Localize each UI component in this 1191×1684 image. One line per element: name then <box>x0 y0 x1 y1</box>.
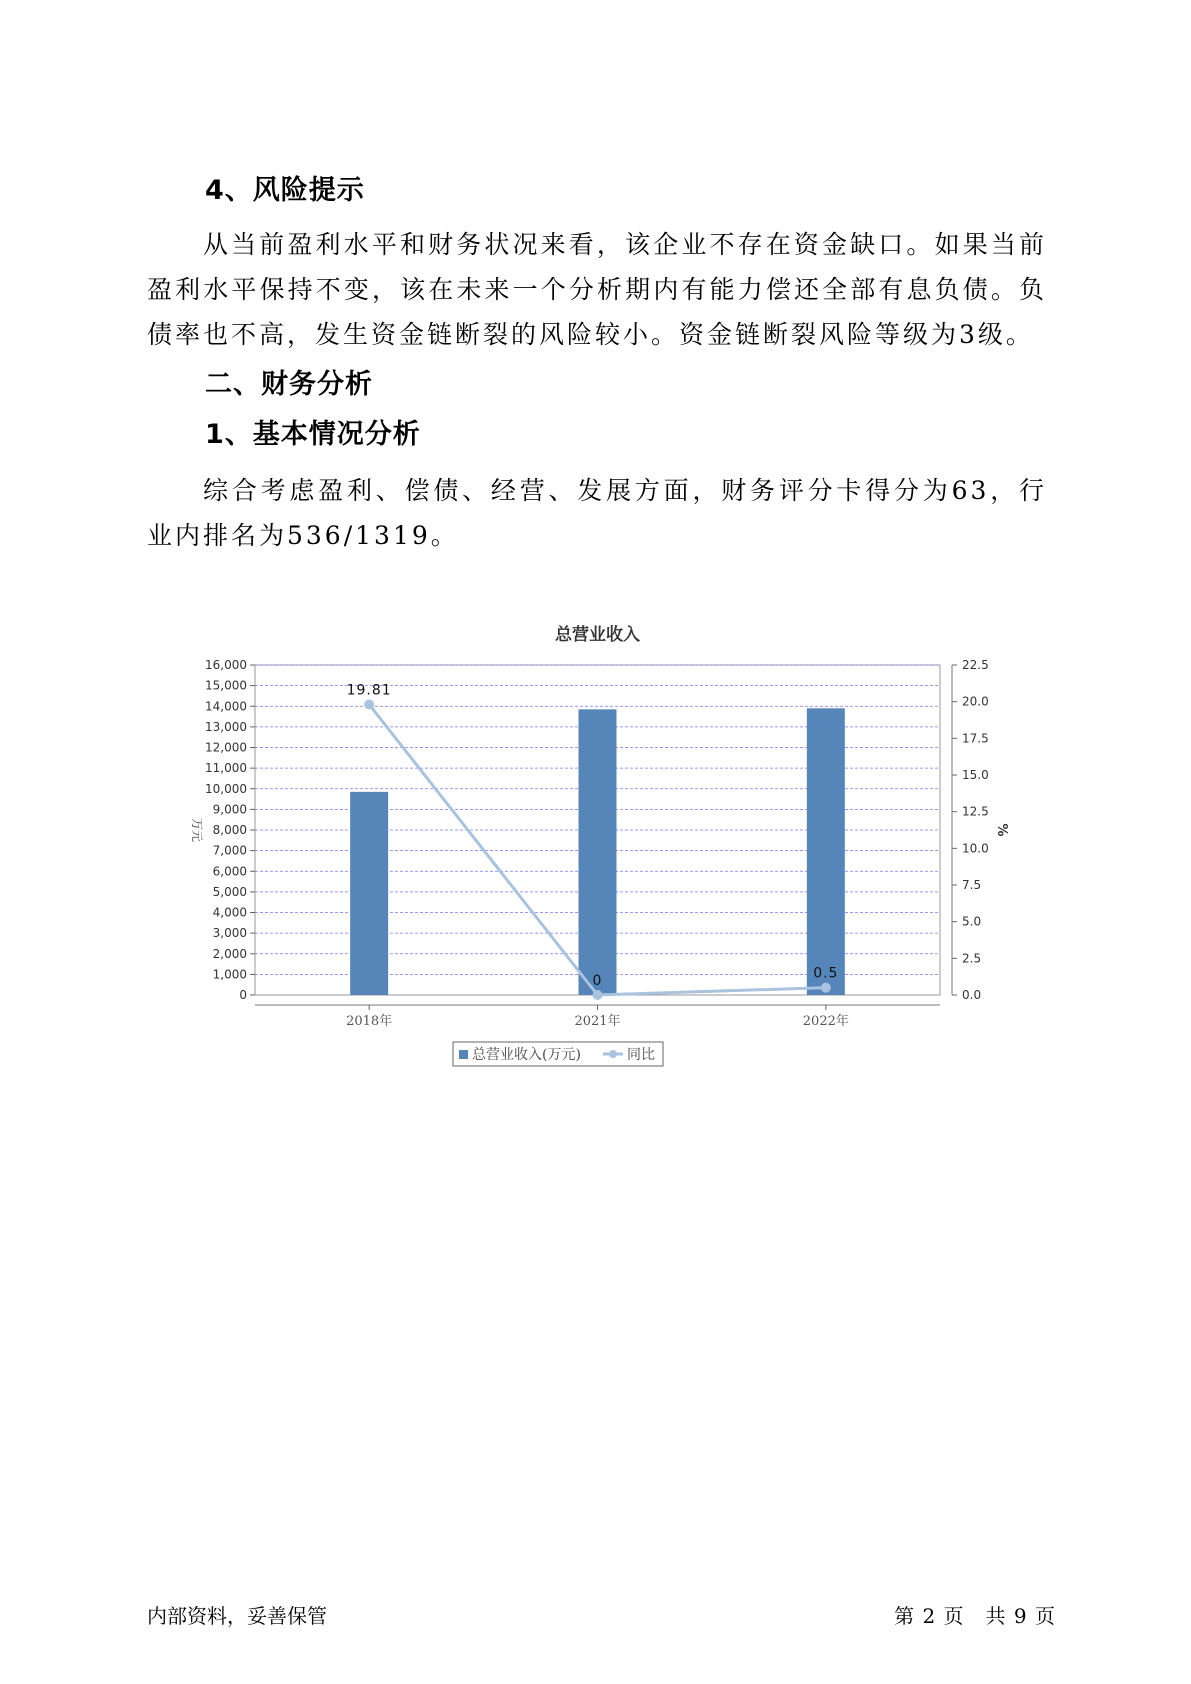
legend-label-revenue: 总营业收入(万元) <box>472 1047 581 1063</box>
point-yoy <box>593 990 603 1000</box>
x-tick-label: 2022年 <box>802 1014 849 1029</box>
y-tick-label: 10,000 <box>205 781 247 796</box>
y2-tick-label: 20.0 <box>962 694 989 709</box>
section-heading-basic: 1、基本情况分析 <box>205 419 421 450</box>
point-yoy <box>821 983 831 993</box>
y-tick-label: 6,000 <box>212 864 247 879</box>
y2-tick-label: 2.5 <box>962 951 982 966</box>
y-tick-label: 0 <box>239 988 247 1002</box>
x-tick-label: 2018年 <box>346 1014 393 1029</box>
y-tick-label: 15,000 <box>205 678 247 693</box>
revenue-chart <box>175 615 1035 1075</box>
bar-revenue <box>807 708 845 995</box>
chart-title: 总营业收入 <box>555 625 640 645</box>
y2-axis-label: % <box>994 823 1009 837</box>
y2-tick-label: 22.5 <box>962 658 989 672</box>
legend-marker-yoy <box>609 1050 617 1058</box>
point-yoy <box>364 699 374 709</box>
y2-tick-label: 5.0 <box>962 914 982 929</box>
y-tick-label: 7,000 <box>212 843 247 858</box>
data-label-yoy: 19.81 <box>346 682 392 699</box>
y-tick-label: 4,000 <box>212 905 247 920</box>
basic-paragraph: 综合考虑盈利、偿债、经营、发展方面，财务评分卡得分为63，行业内排名为536/1319。 <box>147 476 1047 550</box>
section-heading-risk: 4、风险提示 <box>205 175 365 206</box>
y2-tick-label: 15.0 <box>962 768 989 782</box>
y-tick-label: 8,000 <box>212 823 247 837</box>
footer-confidential: 内部资料，妥善保管 <box>147 1604 327 1628</box>
y-tick-label: 9,000 <box>212 802 247 817</box>
y2-tick-label: 0.0 <box>962 988 982 1002</box>
x-tick-label: 2021年 <box>574 1014 621 1029</box>
y-tick-label: 3,000 <box>212 926 247 941</box>
y-tick-label: 12,000 <box>205 740 247 755</box>
y2-tick-label: 7.5 <box>962 878 982 892</box>
data-label-yoy: 0 <box>592 973 603 989</box>
data-label-yoy: 0.5 <box>813 965 839 982</box>
y2-tick-label: 12.5 <box>962 804 989 819</box>
y2-tick-label: 10.0 <box>962 841 989 856</box>
legend-swatch-revenue <box>459 1050 468 1059</box>
footer-page-number: 第 2 页 共 9 页 <box>894 1604 1056 1628</box>
y-tick-label: 11,000 <box>205 761 247 776</box>
y-tick-label: 2,000 <box>212 946 247 961</box>
y-axis-label: 万元 <box>190 817 204 843</box>
y-tick-label: 1,000 <box>212 967 247 982</box>
y-tick-label: 13,000 <box>205 719 247 734</box>
y-tick-label: 5,000 <box>212 884 247 899</box>
y2-tick-label: 17.5 <box>962 731 989 746</box>
legend-label-yoy: 同比 <box>627 1047 655 1063</box>
y-tick-label: 16,000 <box>205 658 247 672</box>
y-tick-label: 14,000 <box>205 699 247 714</box>
bar-revenue <box>350 792 388 995</box>
section-heading-finance: 二、财务分析 <box>205 369 373 400</box>
risk-paragraph: 从当前盈利水平和财务状况来看，该企业不存在资金缺口。如果当前盈利水平保持不变，该在未来一个分析期内有能力偿还全部有息负债。负债率也不高，发生资金链断裂的风险较小。资金链断裂风险等级为3级。 <box>147 230 1047 349</box>
bar-revenue <box>579 709 617 995</box>
